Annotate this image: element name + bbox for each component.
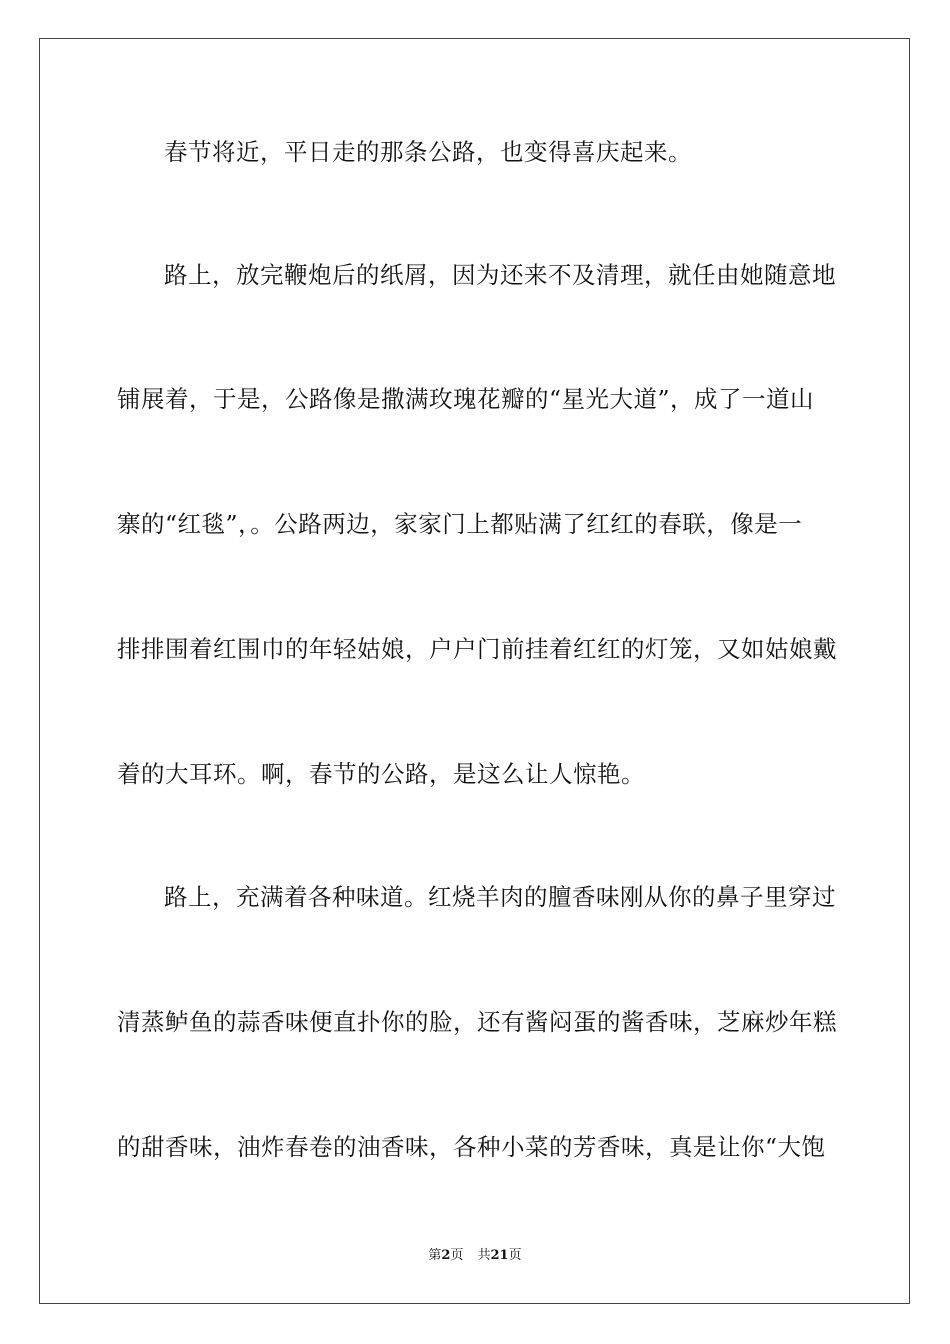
total-suffix: 页 [508, 1248, 522, 1263]
paragraph-3-line-3: 的甜香味，油炸春卷的油香味，各种小菜的芳香味，真是让你“大饱 [117, 1133, 826, 1161]
page-suffix: 页 [450, 1248, 464, 1263]
total-pages: 21 [490, 1248, 509, 1263]
page-prefix: 第 [428, 1248, 442, 1263]
paragraph-2-line-5: 着的大耳环。啊，春节的公路，是这么让人惊艳。 [117, 760, 645, 788]
paragraph-2-line-1: 路上，放完鞭炮后的纸屑，因为还来不及清理，就任由她随意地 [164, 261, 836, 289]
paragraph-3-line-2: 清蒸鲈鱼的蒜香味便直扑你的脸，还有酱闷蛋的酱香味，芝麻炒年糕 [117, 1008, 837, 1036]
page-frame [39, 38, 910, 1304]
paragraph-2-line-4: 排排围着红围巾的年轻姑娘，户户门前挂着红红的灯笼，又如姑娘戴 [117, 635, 837, 663]
paragraph-2-line-2: 铺展着，于是，公路像是撒满玫瑰花瓣的“星光大道”，成了一道山 [117, 385, 815, 413]
total-prefix: 共 [477, 1248, 491, 1263]
page-footer [0, 1247, 950, 1265]
paragraph-1-line-1: 春节将近，平日走的那条公路，也变得喜庆起来。 [164, 138, 692, 166]
page-number: 2 [441, 1248, 451, 1263]
paragraph-3-line-1: 路上，充满着各种味道。红烧羊肉的膻香味刚从你的鼻子里穿过 [164, 883, 836, 911]
paragraph-2-line-3: 寨的“红毯”，。公路两边，家家门上都贴满了红红的春联，像是一 [117, 510, 803, 538]
